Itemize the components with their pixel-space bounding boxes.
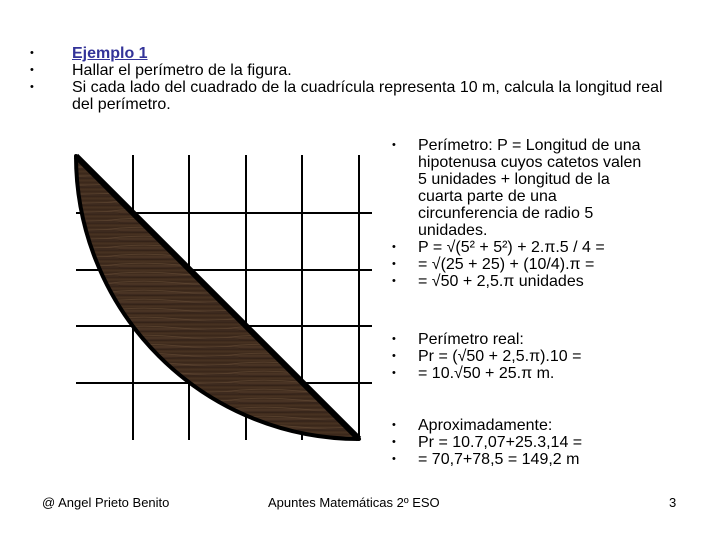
bullet-icon: •: [392, 275, 396, 287]
solution-line: • Aproximadamente:: [392, 417, 553, 434]
bullet-icon: •: [30, 64, 34, 76]
solution-line: • Pr = 10.7,07+25.3,14 =: [392, 434, 583, 451]
solution-line: • Perímetro real:: [392, 331, 524, 348]
bullet-icon: •: [392, 436, 396, 448]
solution-block-1: [392, 137, 652, 290]
footer-title: Apuntes Matemáticas 2º ESO: [268, 495, 440, 510]
bullet-icon: •: [392, 350, 396, 362]
solution-block-2: [392, 331, 652, 382]
solution-line: • = √(25 + 25) + (10/4).π =: [392, 256, 595, 273]
solution-line: • = 10.√50 + 25.π m.: [392, 365, 555, 382]
solution-line: • P = √(5² + 5²) + 2.π.5 / 4 =: [392, 239, 605, 256]
bullet-icon: •: [30, 47, 34, 59]
bullet-icon: •: [392, 367, 396, 379]
example-title: Ejemplo 1: [72, 45, 148, 62]
solution-line: • Perímetro: P = Longitud de una hipotenusa cuyos catetos valen 5 unidades + longitud de la cuarta parte de una circunferencia de radio 5 unidades.: [392, 137, 642, 239]
bullet-icon: •: [392, 139, 396, 151]
bullet-icon: •: [30, 81, 34, 93]
page-number: 3: [669, 495, 677, 510]
bullet-icon: •: [392, 453, 396, 465]
footer-author: @ Angel Prieto Benito: [42, 495, 170, 510]
bullet-icon: •: [392, 419, 396, 431]
solution-line: • = √50 + 2,5.π unidades: [392, 273, 584, 290]
solution-line: • = 70,7+78,5 = 149,2 m: [392, 451, 580, 468]
solution-block-3: [392, 417, 652, 468]
bullet-icon: •: [392, 333, 396, 345]
bullet-icon: •: [392, 241, 396, 253]
statement-text: Hallar el perímetro de la figura.: [72, 62, 292, 79]
solution-line: • Pr = (√50 + 2,5.π).10 =: [392, 348, 582, 365]
statement-text: Si cada lado del cuadrado de la cuadrícula representa 10 m, calcula la longitud real del perímetro.: [72, 79, 663, 113]
bullet-icon: •: [392, 258, 396, 270]
